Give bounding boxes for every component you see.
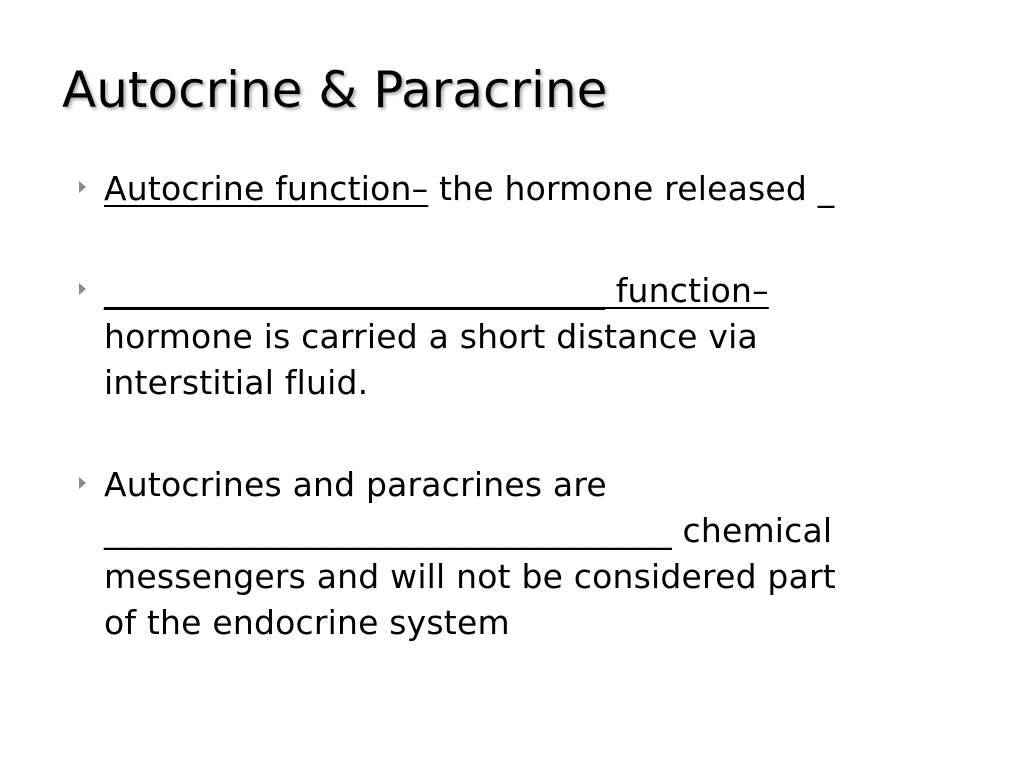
bullet-line [104, 166, 954, 212]
triangle-bullet-icon [79, 283, 86, 295]
bullet-text: of the endocrine system [104, 603, 510, 642]
bullet-text: interstitial fluid. [104, 363, 369, 402]
term-paracrine-function-blank: ______________________________ function– [104, 271, 769, 310]
bullet-item-local-messengers [104, 462, 954, 646]
term-autocrine-function: Autocrine function– [104, 169, 429, 208]
bullet-text-blank: __________________________________ chemical [104, 511, 833, 550]
triangle-bullet-icon [79, 181, 86, 193]
triangle-bullet-icon [79, 477, 86, 489]
bullet-item-autocrine [104, 166, 954, 212]
bullet-text: the hormone released _ [428, 169, 835, 208]
bullet-text: hormone is carried a short distance via [104, 317, 758, 356]
slide-title: Autocrine & Paracrine [62, 61, 608, 119]
bullet-text: messengers and will not be considered part [104, 557, 836, 596]
bullet-item-paracrine [104, 268, 954, 406]
bullet-list [104, 166, 954, 646]
bullet-text: Autocrines and paracrines are [104, 465, 607, 504]
